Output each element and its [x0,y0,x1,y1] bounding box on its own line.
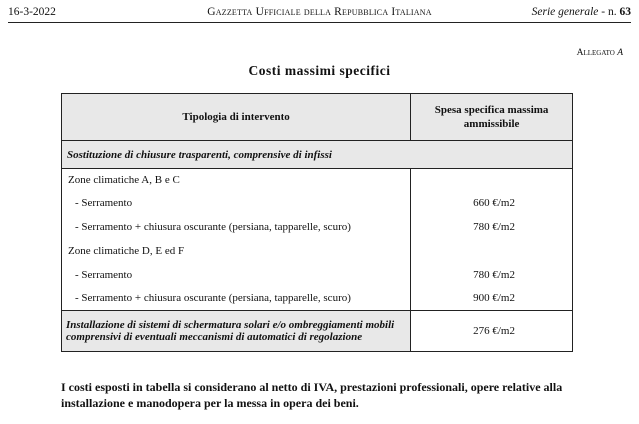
row-label: Zone climatiche D, E ed F [62,239,411,263]
publication-name: Gazzetta Ufficiale della Repubblica Italiana [207,6,432,18]
table-row [62,239,573,263]
row-label: Installazione di sistemi di schermatura solari e/o ombreggiamenti mobili comprensivi di eventuali meccanismi di automatici di regolazione [62,311,411,352]
page-title: Costi massimi specifici [248,63,391,78]
page-header [8,6,631,22]
table-row-schermatura [62,311,573,352]
allegato-letter: A [617,48,623,58]
table-row [62,263,573,287]
row-value: 780 €/m2 [411,215,573,239]
section-row [62,141,573,169]
header-rule [8,22,631,23]
footnote: I costi esposti in tabella si considerano al netto di IVA, prestazioni professionali, opere relative alla installazione e manodopera per la messa in opera dei beni. [61,380,563,410]
row-value: 276 €/m2 [411,311,573,352]
row-label: - Serramento [62,263,411,287]
row-label: - Serramento [62,191,411,215]
table-header-row [62,94,573,141]
issue-number: 63 [619,6,631,18]
table-row [62,169,573,191]
row-label: - Serramento + chiusura oscurante (persiana, tapparelle, scuro) [62,287,411,311]
row-value: 900 €/m2 [411,287,573,311]
allegato-text: Allegato [576,48,615,58]
table-row [62,191,573,215]
table-row [62,287,573,311]
row-value: 780 €/m2 [411,263,573,287]
row-value [411,239,573,263]
row-label: Zone climatiche A, B e C [62,169,411,191]
column-header-type: Tipologia di intervento [62,94,411,141]
series-label: Serie generale [531,6,599,18]
row-value: 660 €/m2 [411,191,573,215]
costs-table [61,93,573,352]
table-row [62,215,573,239]
row-value [411,169,573,191]
allegato-label [577,48,623,58]
series-info [532,6,631,18]
section-title: Sostituzione di chiusure trasparenti, comprensive di infissi [62,141,573,169]
column-header-cost: Spesa specifica massima ammissibile [411,94,573,141]
row-label: - Serramento + chiusura oscurante (persiana, tapparelle, scuro) [62,215,411,239]
number-prefix: - n. [601,6,617,18]
publication-date: 16-3-2022 [8,6,56,18]
